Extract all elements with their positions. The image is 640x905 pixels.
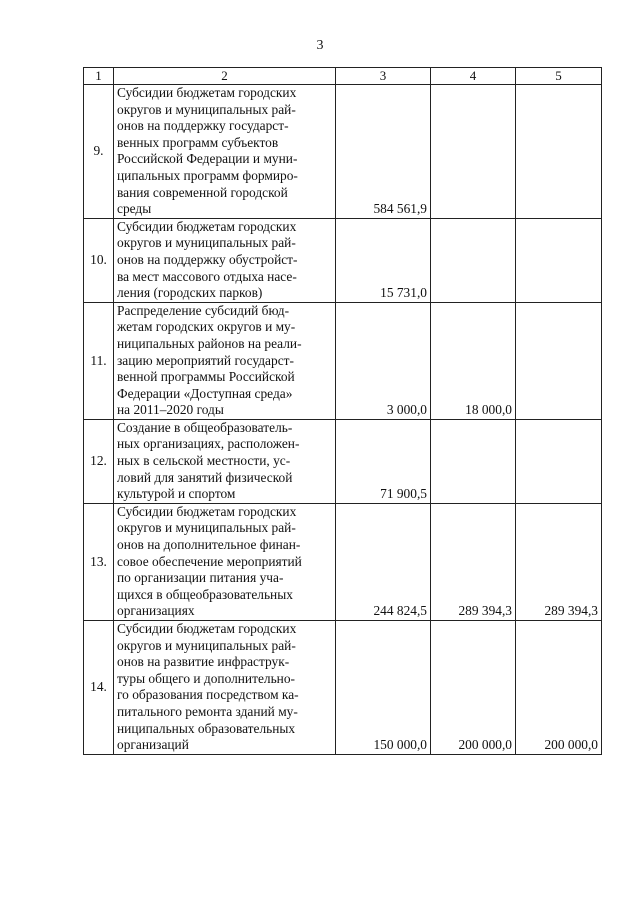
value-col3: 71 900,5 (336, 419, 431, 503)
description-line: туры общего и дополнительно- (117, 670, 296, 686)
description-line: культурой и спортом (117, 486, 236, 502)
row-description (114, 302, 336, 419)
value-col3: 244 824,5 (336, 503, 431, 620)
row-number: 12. (84, 419, 114, 503)
description-line: ниципальных образовательных (117, 720, 296, 736)
description-line: зацию мероприятий государст- (117, 352, 294, 368)
header-col-4: 4 (431, 68, 516, 85)
table-header (84, 68, 602, 85)
description-line: го образования посредством ка- (117, 687, 299, 703)
description-line: округов и муниципальных рай- (117, 101, 296, 117)
value-col5 (516, 302, 602, 419)
value-col4 (431, 218, 516, 302)
description-line: ных организациях, расположен- (117, 436, 300, 452)
table-row (84, 85, 602, 219)
description-line: онов на поддержку государст- (117, 118, 289, 134)
description-line: Распределение субсидий бюд- (117, 302, 290, 318)
value-col3: 3 000,0 (336, 302, 431, 419)
description-line: Федерации «Доступная среда» (117, 385, 293, 401)
value-col4 (431, 419, 516, 503)
description-line: Субсидии бюджетам городских (117, 621, 297, 636)
description-line: ниципальных районов на реали- (117, 335, 302, 351)
description-line: организациях (117, 603, 195, 619)
description-line: венных программ субъектов (117, 134, 279, 150)
row-description (114, 503, 336, 620)
description-line: Создание в общеобразователь- (117, 419, 293, 435)
table-row (84, 302, 602, 419)
description-line: вания современной городской (117, 184, 288, 200)
description-line: среды (117, 201, 152, 217)
value-col5: 289 394,3 (516, 503, 602, 620)
description-line: венной программы Российской (117, 369, 295, 385)
description-line: организаций (117, 737, 189, 753)
value-col4: 289 394,3 (431, 503, 516, 620)
description-line: щихся в общеобразовательных (117, 586, 293, 602)
budget-table (83, 67, 602, 755)
row-number: 14. (84, 621, 114, 755)
table-row (84, 503, 602, 620)
description-line: округов и муниципальных рай- (117, 520, 296, 536)
description-line: питального ремонта зданий му- (117, 703, 298, 719)
value-col5 (516, 85, 602, 219)
description-line: ципальных программ формиро- (117, 167, 298, 183)
value-col5 (516, 218, 602, 302)
value-col3: 15 731,0 (336, 218, 431, 302)
table-row (84, 419, 602, 503)
row-number: 9. (84, 85, 114, 219)
description-line: жетам городских округов и му- (117, 319, 296, 335)
row-number: 11. (84, 302, 114, 419)
table-body (84, 85, 602, 755)
value-col4 (431, 85, 516, 219)
row-description (114, 419, 336, 503)
header-col-2: 2 (114, 68, 336, 85)
description-line: ных в сельской местности, ус- (117, 453, 291, 469)
description-line: онов на дополнительное финан- (117, 537, 301, 553)
value-col3: 150 000,0 (336, 621, 431, 755)
description-line: ления (городских парков) (117, 285, 263, 301)
description-line: округов и муниципальных рай- (117, 235, 296, 251)
description-line: онов на поддержку обустройст- (117, 251, 298, 267)
row-description (114, 621, 336, 755)
row-number: 13. (84, 503, 114, 620)
value-col5: 200 000,0 (516, 621, 602, 755)
value-col4: 200 000,0 (431, 621, 516, 755)
row-description (114, 218, 336, 302)
header-col-1: 1 (84, 68, 114, 85)
value-col5 (516, 419, 602, 503)
row-number: 10. (84, 218, 114, 302)
description-line: округов и муниципальных рай- (117, 637, 296, 653)
description-line: Субсидии бюджетам городских (117, 218, 297, 234)
page-number: 3 (316, 38, 324, 53)
table-row (84, 218, 602, 302)
value-col4: 18 000,0 (431, 302, 516, 419)
description-line: Российской Федерации и муни- (117, 151, 298, 167)
description-line: на 2011–2020 годы (117, 402, 224, 418)
header-row (84, 68, 602, 85)
description-line: ловий для занятий физической (117, 469, 293, 485)
value-col3: 584 561,9 (336, 85, 431, 219)
description-line: по организации питания уча- (117, 570, 284, 586)
description-line: Субсидии бюджетам городских (117, 85, 297, 100)
description-line: совое обеспечение мероприятий (117, 553, 302, 569)
header-col-3: 3 (336, 68, 431, 85)
row-description (114, 85, 336, 219)
header-col-5: 5 (516, 68, 602, 85)
description-line: онов на развитие инфраструк- (117, 654, 290, 670)
description-line: ва мест массового отдыха насе- (117, 268, 297, 284)
description-line: Субсидии бюджетам городских (117, 503, 297, 519)
table-row (84, 621, 602, 755)
